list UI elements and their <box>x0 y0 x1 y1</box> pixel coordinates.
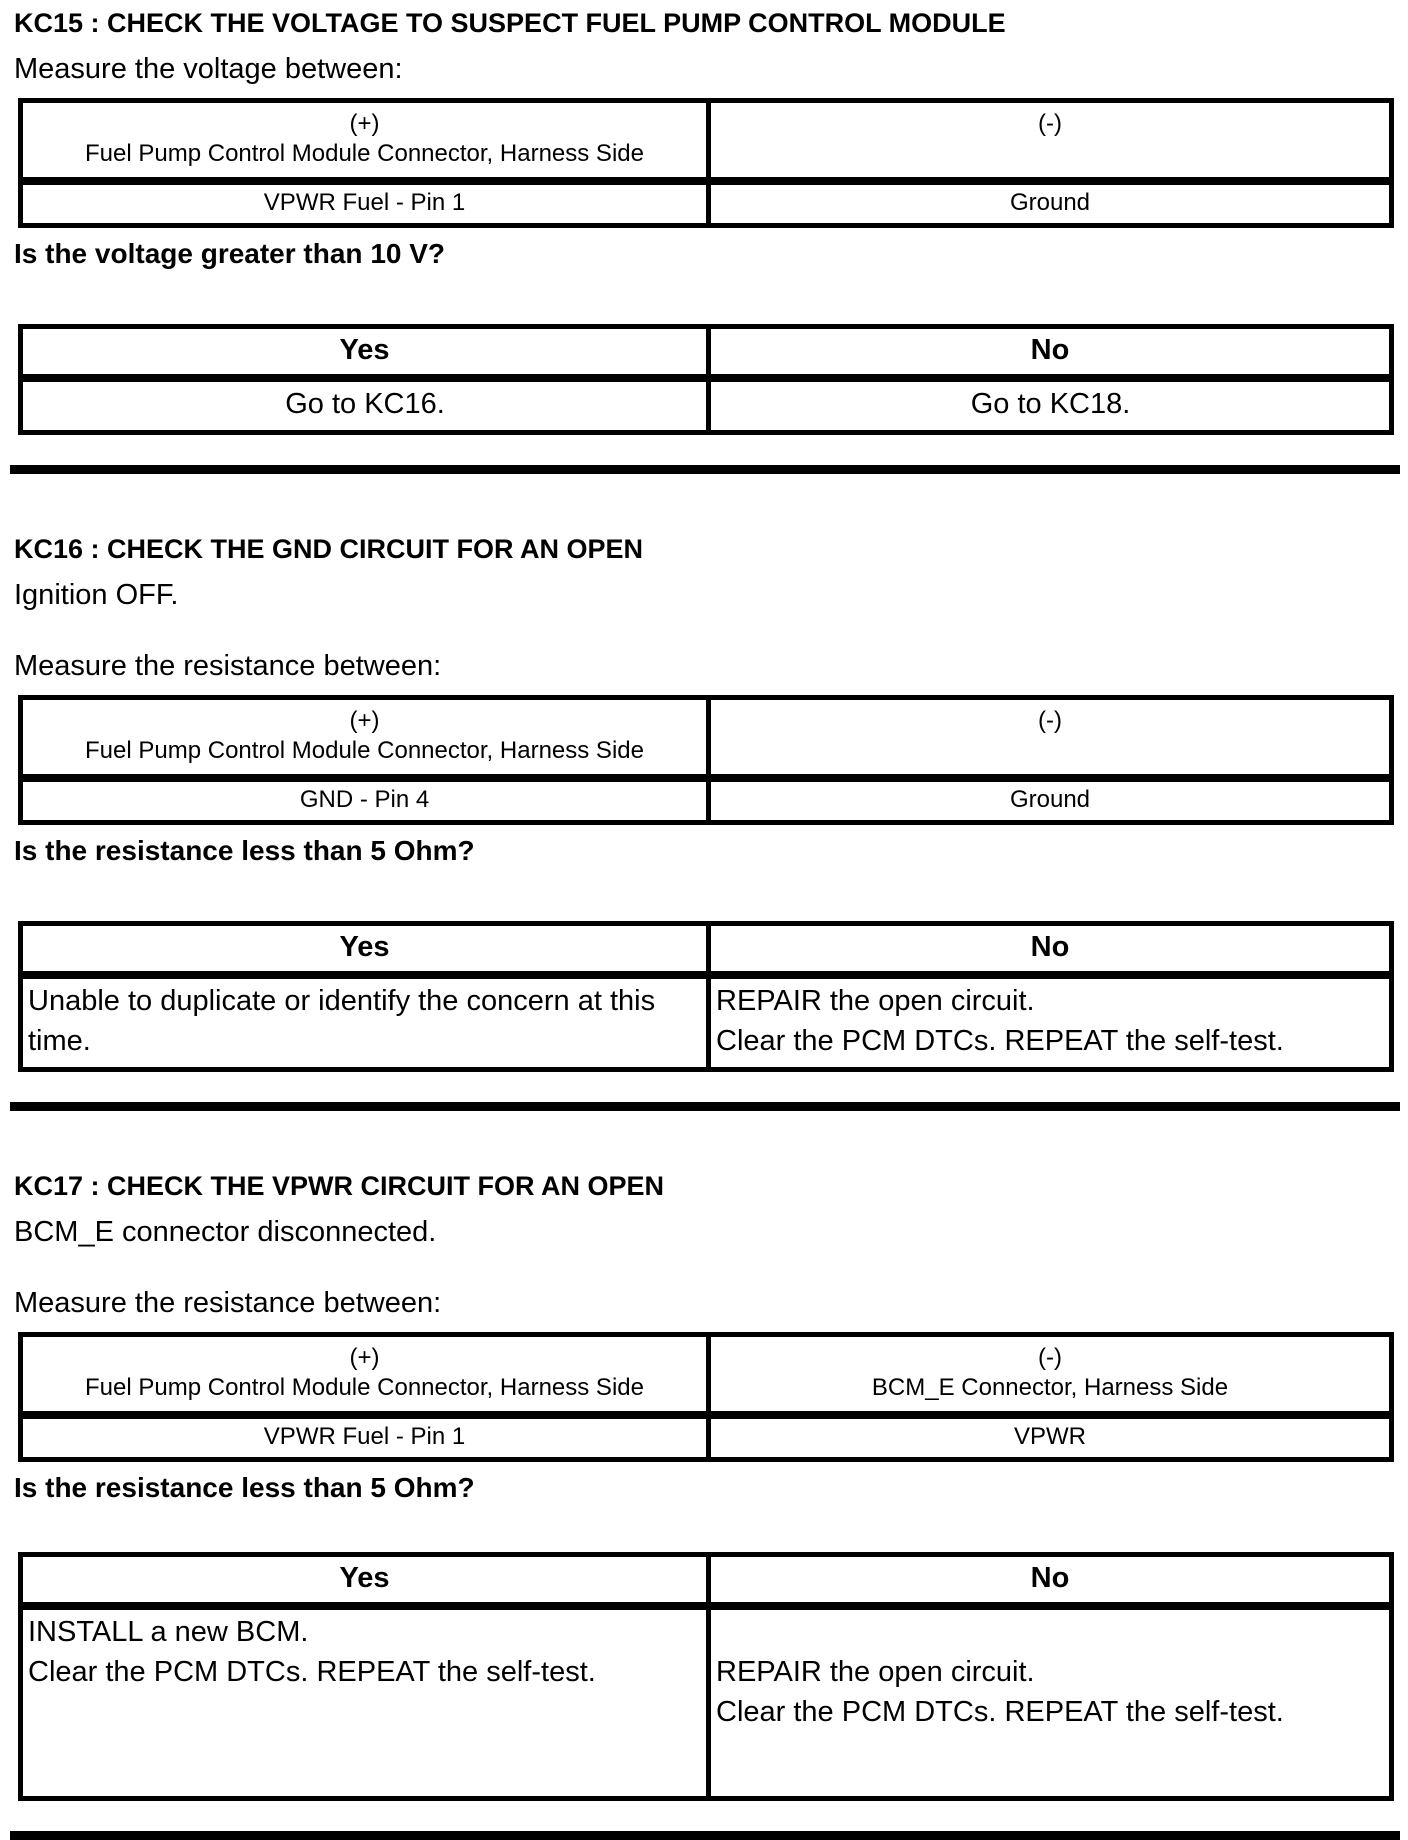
positive-pin-cell: VPWR Fuel - Pin 1 <box>263 189 466 216</box>
yes-header-cell: Yes <box>339 334 390 366</box>
procedure-section-kc16 <box>14 534 1394 1111</box>
negative-sign: (-) <box>1038 1344 1062 1371</box>
decision-table <box>18 324 1394 435</box>
yes-action-line: Clear the PCM DTCs. REPEAT the self-test. <box>28 1656 596 1688</box>
section-divider <box>10 465 1400 474</box>
no-action-cell <box>706 1610 1389 1796</box>
section-heading: KC15 : CHECK THE VOLTAGE TO SUSPECT FUEL PUMP CONTROL MODULE <box>14 8 1006 38</box>
positive-pin-cell: GND - Pin 4 <box>299 786 430 813</box>
negative-pin-cell: VPWR <box>706 1419 1389 1457</box>
section-heading: KC16 : CHECK THE GND CIRCUIT FOR AN OPEN <box>14 534 644 564</box>
negative-lead-header-cell <box>706 103 1389 177</box>
yes-header-cell: Yes <box>339 931 390 963</box>
negative-sign: (-) <box>1038 707 1062 734</box>
negative-connector-label: BCM_E Connector, Harness Side <box>871 1374 1229 1401</box>
decision-header-row <box>23 329 1389 374</box>
decision-answer-row <box>23 1602 1389 1796</box>
negative-pin-cell: Ground <box>706 782 1389 820</box>
measurement-header-row <box>23 1337 1389 1411</box>
measurement-header-row <box>23 700 1389 774</box>
no-action-cell <box>706 382 1389 430</box>
decision-table <box>18 1552 1394 1801</box>
yes-action-line: Go to KC16. <box>285 388 445 420</box>
yes-action-line: INSTALL a new BCM. <box>28 1616 309 1648</box>
decision-answer-row <box>23 374 1389 430</box>
yes-action-cell <box>23 382 706 430</box>
measurement-header-row <box>23 103 1389 177</box>
positive-lead-header-cell <box>23 700 706 774</box>
yes-action-cell <box>23 979 706 1067</box>
instruction-text: Measure the voltage between: <box>14 53 403 85</box>
negative-lead-header-cell <box>706 1337 1389 1411</box>
no-header-cell: No <box>706 329 1389 374</box>
measurement-table <box>18 98 1394 228</box>
decision-question: Is the resistance less than 5 Ohm? <box>14 835 475 866</box>
positive-lead-header-cell <box>23 103 706 177</box>
negative-pin-cell: Ground <box>706 185 1389 223</box>
section-heading: KC17 : CHECK THE VPWR CIRCUIT FOR AN OPEN <box>14 1171 665 1201</box>
decision-header-row <box>23 926 1389 971</box>
yes-header-cell: Yes <box>339 1562 390 1594</box>
no-action-line: REPAIR the open circuit. <box>716 1656 1035 1688</box>
positive-connector-label: Fuel Pump Control Module Connector, Harness Side <box>85 737 644 764</box>
measurement-data-row <box>23 774 1389 820</box>
no-action-line: Go to KC18. <box>970 388 1131 420</box>
yes-action-cell <box>23 1610 706 1796</box>
positive-sign: (+) <box>349 110 380 137</box>
yes-action-line: Unable to duplicate or identify the concern at this time. <box>28 985 656 1057</box>
instruction-text: Measure the resistance between: <box>14 1287 442 1319</box>
instruction-text: Measure the resistance between: <box>14 650 442 682</box>
positive-connector-label: Fuel Pump Control Module Connector, Harness Side <box>85 140 644 167</box>
no-action-line: REPAIR the open circuit. <box>716 985 1035 1017</box>
positive-connector-label: Fuel Pump Control Module Connector, Harness Side <box>85 1374 644 1401</box>
instruction-text: BCM_E connector disconnected. <box>14 1216 437 1248</box>
no-action-cell <box>706 979 1389 1067</box>
decision-question: Is the resistance less than 5 Ohm? <box>14 1472 475 1503</box>
measurement-table <box>18 695 1394 825</box>
decision-answer-row <box>23 971 1389 1067</box>
positive-lead-header-cell <box>23 1337 706 1411</box>
negative-sign: (-) <box>1038 110 1062 137</box>
no-action-line: Clear the PCM DTCs. REPEAT the self-test. <box>716 1025 1284 1057</box>
negative-lead-header-cell <box>706 700 1389 774</box>
positive-sign: (+) <box>349 707 380 734</box>
positive-sign: (+) <box>349 1344 380 1371</box>
measurement-data-row <box>23 177 1389 223</box>
no-action-line: Clear the PCM DTCs. REPEAT the self-test. <box>716 1696 1284 1728</box>
no-header-cell: No <box>706 1557 1389 1602</box>
instruction-text: Ignition OFF. <box>14 579 179 611</box>
procedure-section-kc15 <box>14 8 1394 474</box>
no-header-cell: No <box>706 926 1389 971</box>
procedure-section-kc17 <box>14 1171 1394 1840</box>
section-divider <box>10 1831 1400 1840</box>
positive-pin-cell: VPWR Fuel - Pin 1 <box>263 1423 466 1450</box>
measurement-data-row <box>23 1411 1389 1457</box>
measurement-table <box>18 1332 1394 1462</box>
decision-question: Is the voltage greater than 10 V? <box>14 238 446 269</box>
decision-table <box>18 921 1394 1072</box>
decision-header-row <box>23 1557 1389 1602</box>
section-divider <box>10 1102 1400 1111</box>
